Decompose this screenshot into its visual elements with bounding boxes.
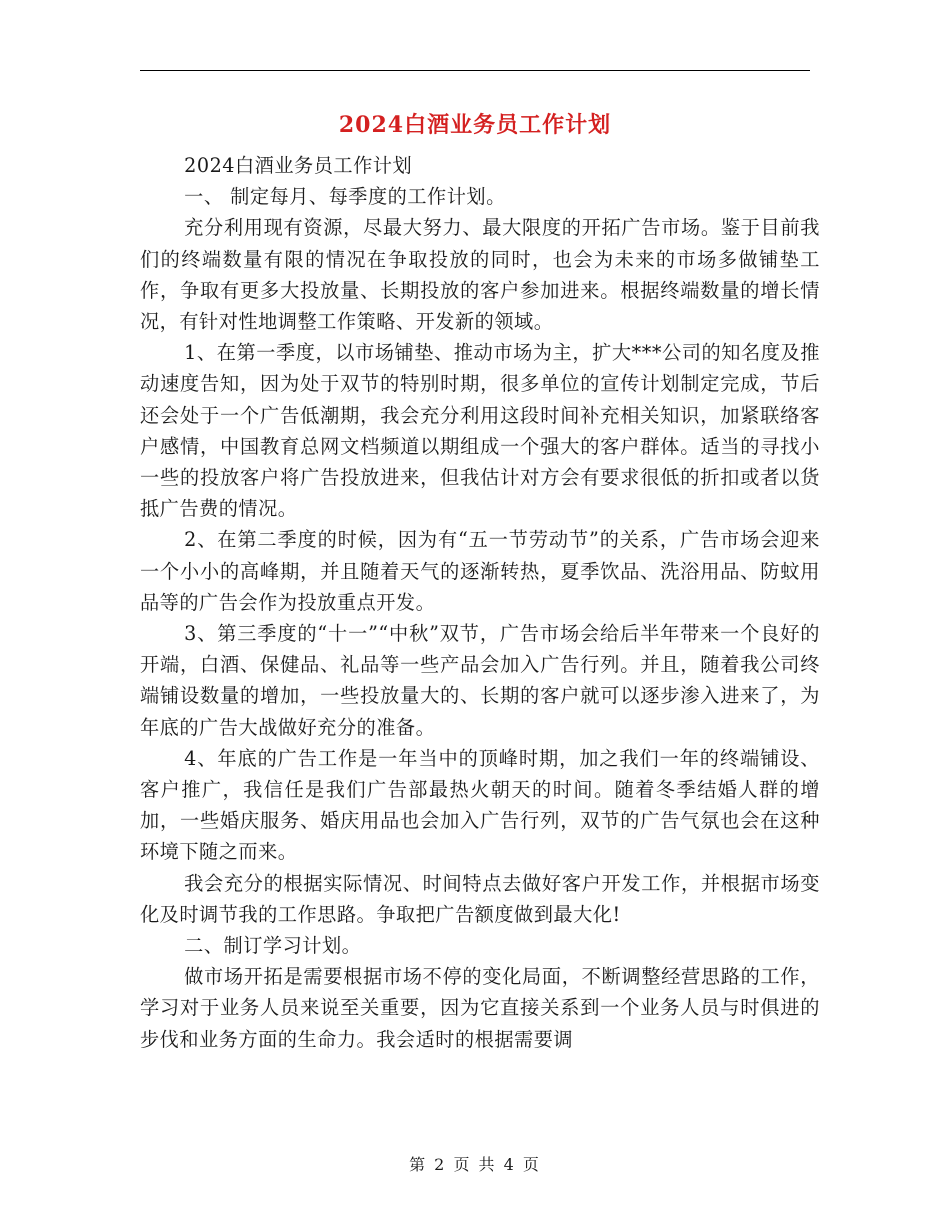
header-rule: [140, 70, 810, 71]
paragraph-section-1-heading: 一、 制定每月、每季度的工作计划。: [184, 185, 506, 209]
page-number-footer: 第 2 页 共 4 页: [409, 1155, 541, 1174]
paragraph: 4、年底的广告工作是一年当中的顶峰时期，加之我们一年的终端铺设、客户推广，我信任是我们广告部最热火朝天的时间。随着冬季结婚人群的增加，一些婚庆服务、婚庆用品也会加入广告行列，双节的广告气氛也会在这种环境下随之而来。: [140, 746, 820, 864]
document-title: 2024白酒业务员工作计划: [338, 112, 612, 138]
paragraph: 1、在第一季度，以市场铺垫、推动市场为主，扩大***公司的知名度及推动速度告知，因为处于双节的特别时期，很多单位的宣传计划制定完成，节后还会处于一个广告低潮期，我会充分利用这段时间补充相关知识，加紧联络客户感情，中国教育总网文档频道以期组成一个强大的客户群体。适当的寻找小一些的投放客户将广告投放进来，但我估计对方会有要求很低的折扣或者以货抵广告费的情况。: [140, 341, 820, 521]
paragraph: 3、第三季度的“十一”“中秋”双节，广告市场会给后半年带来一个良好的开端，白酒、保健品、礼品等一些产品会加入广告行列。并且，随着我公司终端铺设数量的增加，一些投放量大的、长期的客户就可以逐步渗入进来了，为年底的广告大战做好充分的准备。: [140, 622, 820, 739]
paragraph: 我会充分的根据实际情况、时间特点去做好客户开发工作，并根据市场变化及时调节我的工作思路。争取把广告额度做到最大化!: [140, 871, 820, 926]
paragraph: 充分利用现有资源，尽最大努力、最大限度的开拓广告市场。鉴于目前我们的终端数量有限的情况在争取投放的同时，也会为未来的市场多做铺垫工作，争取有更多大投放量、长期投放的客户参加进来。根据终端数量的增长情况，有针对性地调整工作策略、开发新的领域。: [140, 216, 820, 334]
paragraph-subtitle: 2024白酒业务员工作计划: [184, 154, 413, 177]
paragraph: 做市场开拓是需要根据市场不停的变化局面，不断调整经营思路的工作，学习对于业务人员来说至关重要，因为它直接关系到一个业务人员与时俱进的步伐和业务方面的生命力。我会适时的根据需要调: [140, 965, 820, 1051]
paragraph: 2、在第二季度的时候，因为有“五一节劳动节”的关系，广告市场会迎来一个小小的高峰期，并且随着天气的逐渐转热，夏季饮品、洗浴用品、防蚊用品等的广告会作为投放重点开发。: [140, 528, 820, 614]
document-body: [140, 150, 820, 1055]
paragraph-section-2-heading: 二、制订学习计划。: [184, 934, 362, 958]
